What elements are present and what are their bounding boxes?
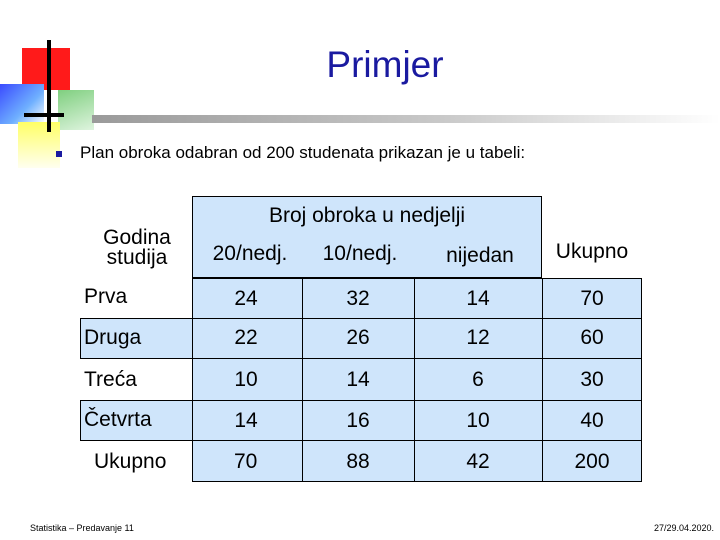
cell-value: 22 (234, 326, 258, 349)
row-total: 30 (580, 368, 604, 391)
cell-value: 24 (234, 287, 258, 310)
cell-value: 88 (346, 450, 370, 473)
column-header-20: 20/nedj. (212, 242, 288, 265)
bullet-square-icon (56, 151, 62, 157)
cell-value: 14 (234, 409, 258, 432)
cell-value: 42 (466, 450, 490, 473)
grand-total: 200 (574, 450, 610, 473)
cell-value: 26 (346, 326, 370, 349)
cell-value: 12 (466, 326, 490, 349)
logo-horizontal-line (24, 113, 64, 117)
cell-value: 32 (346, 287, 370, 310)
column-header-none: nijedan (446, 244, 514, 267)
slide-title: Primjer (326, 44, 444, 85)
cell-value: 10 (234, 368, 258, 391)
row-label: Treća (84, 368, 137, 391)
cell-value: 70 (234, 450, 258, 473)
total-header: Ukupno (555, 240, 629, 263)
row-header-label: Godina studija (103, 226, 171, 269)
column-header-10: 10/nedj. (322, 242, 398, 265)
row-label: Prva (84, 285, 128, 308)
bullet-text: Plan obroka odabran od 200 studenata prikazan je u tabeli: (80, 143, 526, 162)
footer-date: 27/29.04.2020. (653, 523, 714, 533)
row-label: Druga (84, 326, 142, 349)
logo-yellow-square (18, 122, 60, 168)
group-header: Broj obroka u nedjelji (268, 204, 466, 227)
title-divider (92, 115, 720, 123)
cell-value: 6 (472, 368, 484, 391)
row-label: Četvrta (84, 408, 152, 431)
footer-course: Statistika – Predavanje 11 (30, 523, 134, 533)
row-total: 60 (580, 326, 604, 349)
row-total: 40 (580, 409, 604, 432)
logo-green-square (58, 90, 94, 130)
cell-value: 14 (346, 368, 370, 391)
logo-blue-square (0, 84, 44, 124)
row-label-total: Ukupno (94, 450, 167, 473)
cell-value: 14 (466, 287, 490, 310)
row-total: 70 (580, 287, 604, 310)
cell-value: 16 (346, 409, 370, 432)
cell-value: 10 (466, 409, 490, 432)
